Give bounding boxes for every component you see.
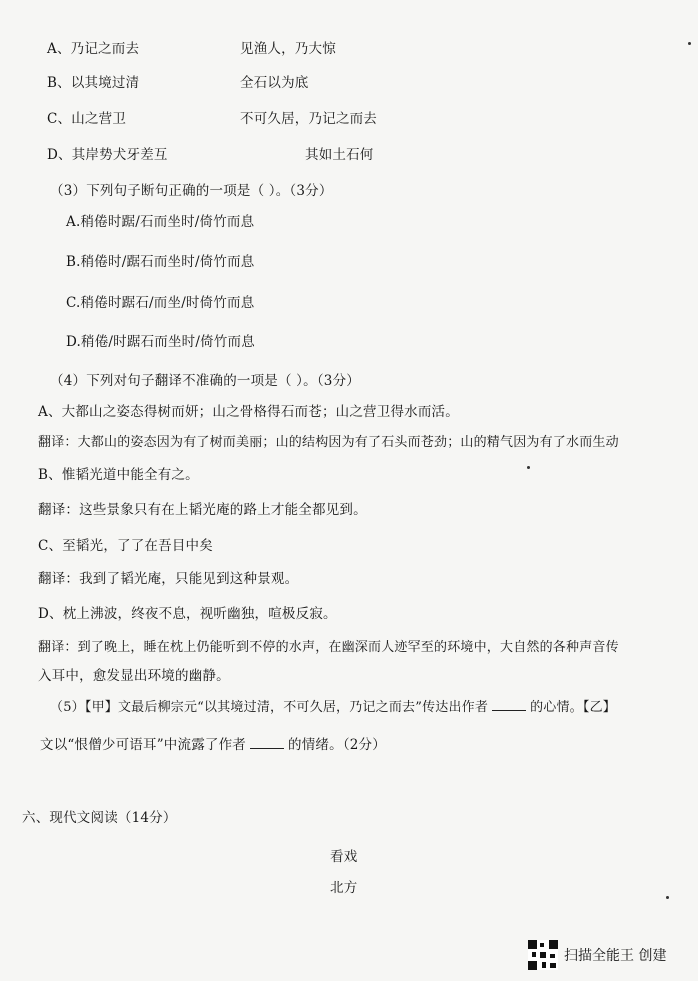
watermark-text: 扫描全能王 创建 [564,948,667,964]
q4-stem: （4）下列对句子翻译不准确的一项是（ ）。（3分） [50,373,360,389]
q5-line-2 [40,733,386,753]
q2-option-d-right: 其如土石何 [305,147,374,163]
q4-line-b: B、惟韬光道中能全有之。 [38,467,199,483]
q2-option-b-left: B、以其境过清 [47,75,140,91]
q5-line-1 [50,696,616,715]
q4-line-d: D、枕上沸波，终夜不息，视听幽独，喧极反寂。 [38,606,337,622]
q4-line-a: A、大都山之姿态得树而妍；山之骨格得石而苍；山之营卫得水而活。 [38,404,459,420]
q3-option-d: D.稍倦/时踞石而坐时/倚竹而息 [66,334,255,350]
q3-option-a: A.稍倦时踞/石而坐时/倚竹而息 [66,214,255,230]
q5-line-1-text-a: （5）【甲】文最后柳宗元“以其境过清，不可久居，乃记之而去”传达出作者 [50,700,489,715]
q4-translation-d-cont: 入耳中，愈发显出环境的幽静。 [38,668,230,684]
qr-code-icon [528,940,558,970]
article-author: 北方 [330,880,358,896]
scan-speck [666,896,669,899]
q4-translation-a: 翻译：大都山的姿态因为有了树而美丽；山的结构因为有了石头而苍劲；山的精气因为有了水而生动 [38,435,619,450]
q3-option-b: B.稍倦时/踞石而坐时/倚竹而息 [66,254,255,270]
q2-option-d-left: D、其岸势犬牙差互 [47,147,168,163]
scan-speck [688,42,691,45]
q2-option-c-right: 不可久居，乃记之而去 [240,111,377,127]
q5-line-2-text-b: 的情绪。（2分） [288,737,386,753]
scan-speck [527,466,530,469]
q3-stem: （3）下列句子断句正确的一项是（ ）。（3分） [50,183,333,199]
q5-blank-2 [250,738,284,749]
q2-option-b-right: 全石以为底 [240,75,309,91]
q5-line-1-text-b: 的心情。【乙】 [530,700,616,715]
q5-blank-1 [492,700,526,711]
q3-option-c: C.稍倦时踞石/而坐/时倚竹而息 [66,295,255,311]
q2-option-c-left: C、山之营卫 [47,111,127,127]
q4-translation-d: 翻译：到了晚上，睡在枕上仍能听到不停的水声，在幽深而人迹罕至的环境中，大自然的各种声音传 [38,640,619,655]
q4-translation-c: 翻译：我到了韬光庵，只能见到这种景观。 [38,571,299,587]
q4-line-c: C、至韬光，了了在吾目中矣 [38,538,213,554]
q4-translation-b: 翻译：这些景象只有在上韬光庵的路上才能全都见到。 [38,502,367,518]
section-6-heading: 六、现代文阅读（14分） [22,810,177,826]
q2-option-a-right: 见渔人，乃大惊 [240,41,336,57]
article-title: 看戏 [330,849,358,865]
q5-line-2-text-a: 文以“恨僧少可语耳”中流露了作者 [40,737,247,753]
q2-option-a-left: A、乃记之而去 [47,41,140,57]
scanner-watermark [528,940,666,970]
